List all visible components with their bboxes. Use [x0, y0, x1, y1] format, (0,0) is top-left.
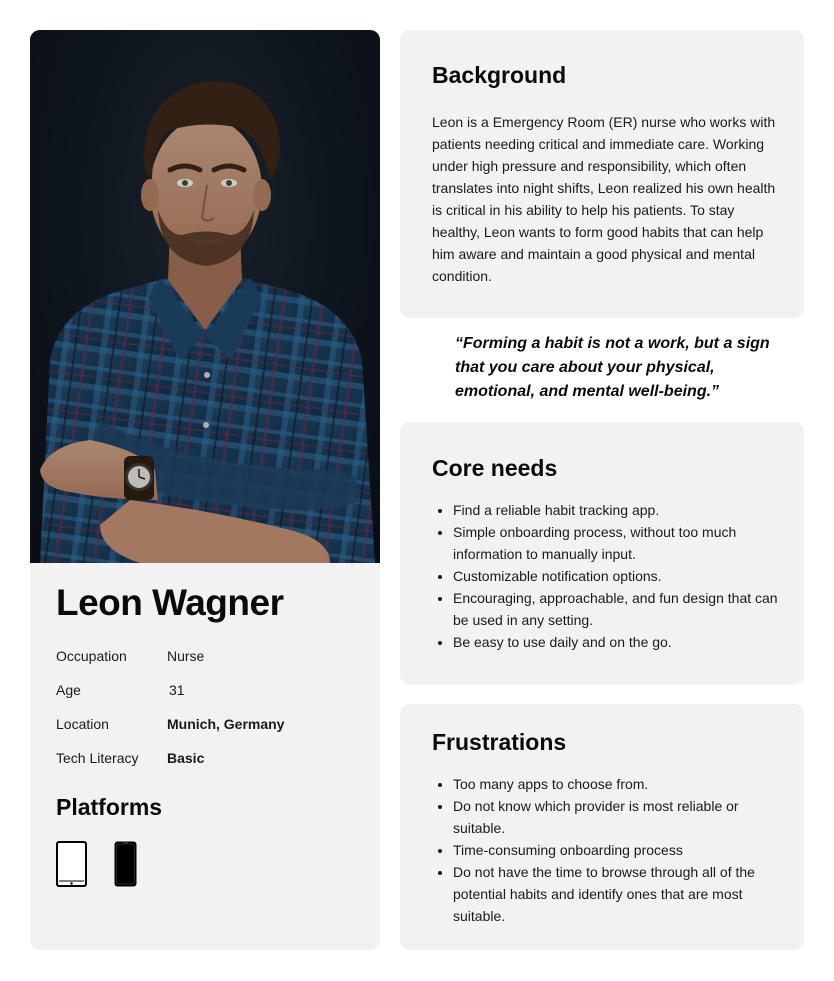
frustrations-item: • Too many apps to choose from.: [453, 773, 782, 795]
location-value: Munich, Germany: [167, 716, 285, 732]
frustrations-list: [432, 773, 782, 927]
tech-literacy-label: Tech Literacy: [56, 750, 139, 766]
profile-card: [30, 30, 380, 950]
frustrations-item: • Do not have the time to browse through all of the potential habits and identify ones that are most suitable.: [453, 861, 782, 927]
persona-quote: “Forming a habit is not a work, but a sign that you care about your physical, emotional, and mental well-being.”: [455, 335, 770, 400]
tablet-icon: [56, 841, 87, 887]
frustrations-item: • Time-consuming onboarding process: [453, 839, 782, 861]
smartphone-icon: [114, 841, 137, 887]
core-needs-item: • Encouraging, approachable, and fun design that can be used in any setting.: [453, 587, 782, 631]
persona-name: Leon Wagner: [56, 582, 284, 623]
core-needs-item: • Find a reliable habit tracking app.: [453, 499, 782, 521]
frustrations-card: [400, 704, 804, 950]
core-needs-item: • Customizable notification options.: [453, 565, 782, 587]
core-needs-title: Core needs: [432, 455, 558, 481]
location-label: Location: [56, 716, 109, 732]
background-card: [400, 30, 804, 318]
core-needs-item: • Simple onboarding process, without too much information to manually input.: [453, 521, 782, 565]
core-needs-list: [432, 499, 782, 653]
age-label: Age: [56, 682, 81, 698]
background-text: Leon is a Emergency Room (ER) nurse who works with patients needing critical and immediate care. Working under high pressure and responsibility, which often translates into night shifts, Leon realized his own health is critical in his ability to help his patients. To stay healthy, Leon wants to form good habits that can help him aware and maintain a good physical and mental condition.: [432, 114, 776, 284]
occupation-value: Nurse: [167, 648, 205, 664]
frustrations-title: Frustrations: [432, 729, 567, 755]
portrait-illustration: [30, 30, 380, 563]
age-value: 31: [169, 682, 185, 698]
frustrations-item: • Do not know which provider is most reliable or suitable.: [453, 795, 782, 839]
platforms-title: Platforms: [56, 794, 163, 820]
profile-photo: [30, 30, 380, 563]
tech-literacy-value: Basic: [167, 750, 205, 766]
core-needs-card: [400, 422, 804, 685]
core-needs-item: • Be easy to use daily and on the go.: [453, 631, 782, 653]
background-title: Background: [432, 62, 567, 88]
occupation-label: Occupation: [56, 648, 127, 664]
